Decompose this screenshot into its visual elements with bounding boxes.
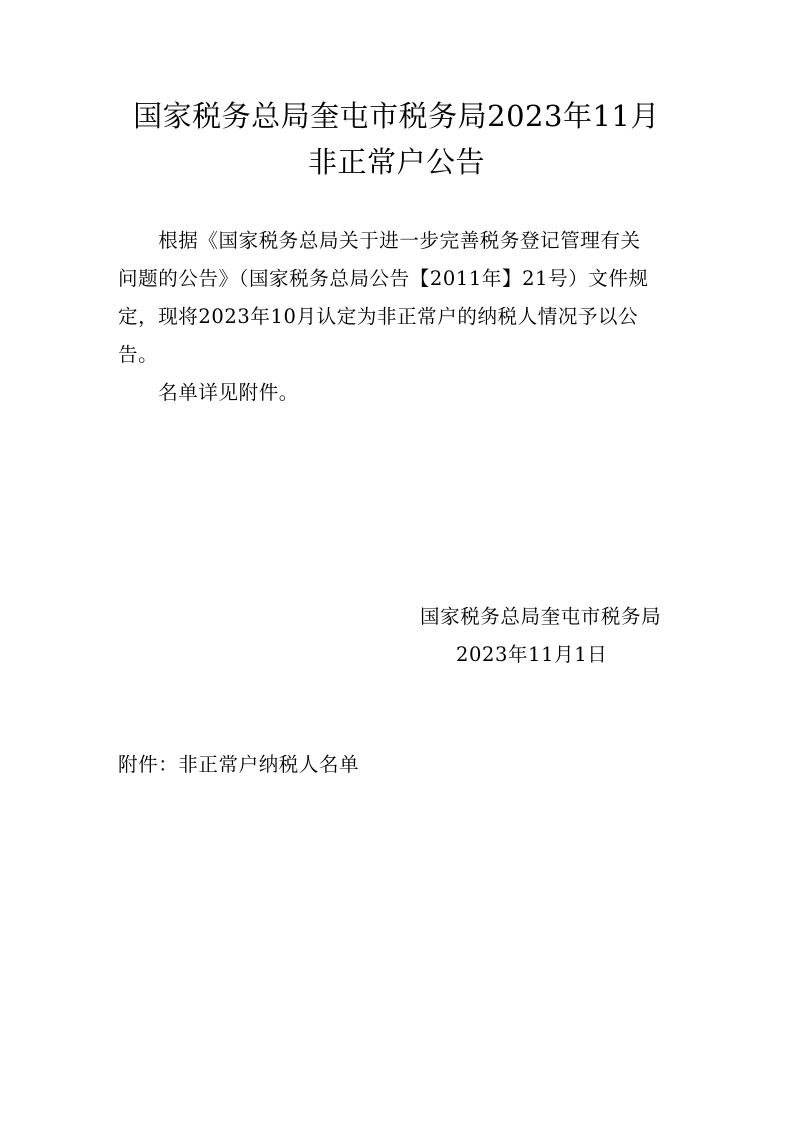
signature-organization: 国家税务总局奎屯市税务局 [420,605,662,628]
document-title-line1: 国家税务总局奎屯市税务局2023年11月 [133,99,660,133]
paragraph1-line4: 告。 [118,343,159,366]
paragraph1-line1: 根据《国家税务总局关于进一步完善税务登记管理有关 [118,229,641,252]
paragraph2: 名单详见附件。 [118,381,299,404]
paragraph1-line2: 问题的公告》（国家税务总局公告【2011年】21号）文件规 [118,267,649,290]
attachment-note: 附件：非正常户纳税人名单 [118,753,360,776]
document-title-line2: 非正常户公告 [307,145,485,179]
signature-date: 2023年11月1日 [456,643,608,666]
paragraph1-line3: 定，现将2023年10月认定为非正常户的纳税人情况予以公 [118,305,639,328]
